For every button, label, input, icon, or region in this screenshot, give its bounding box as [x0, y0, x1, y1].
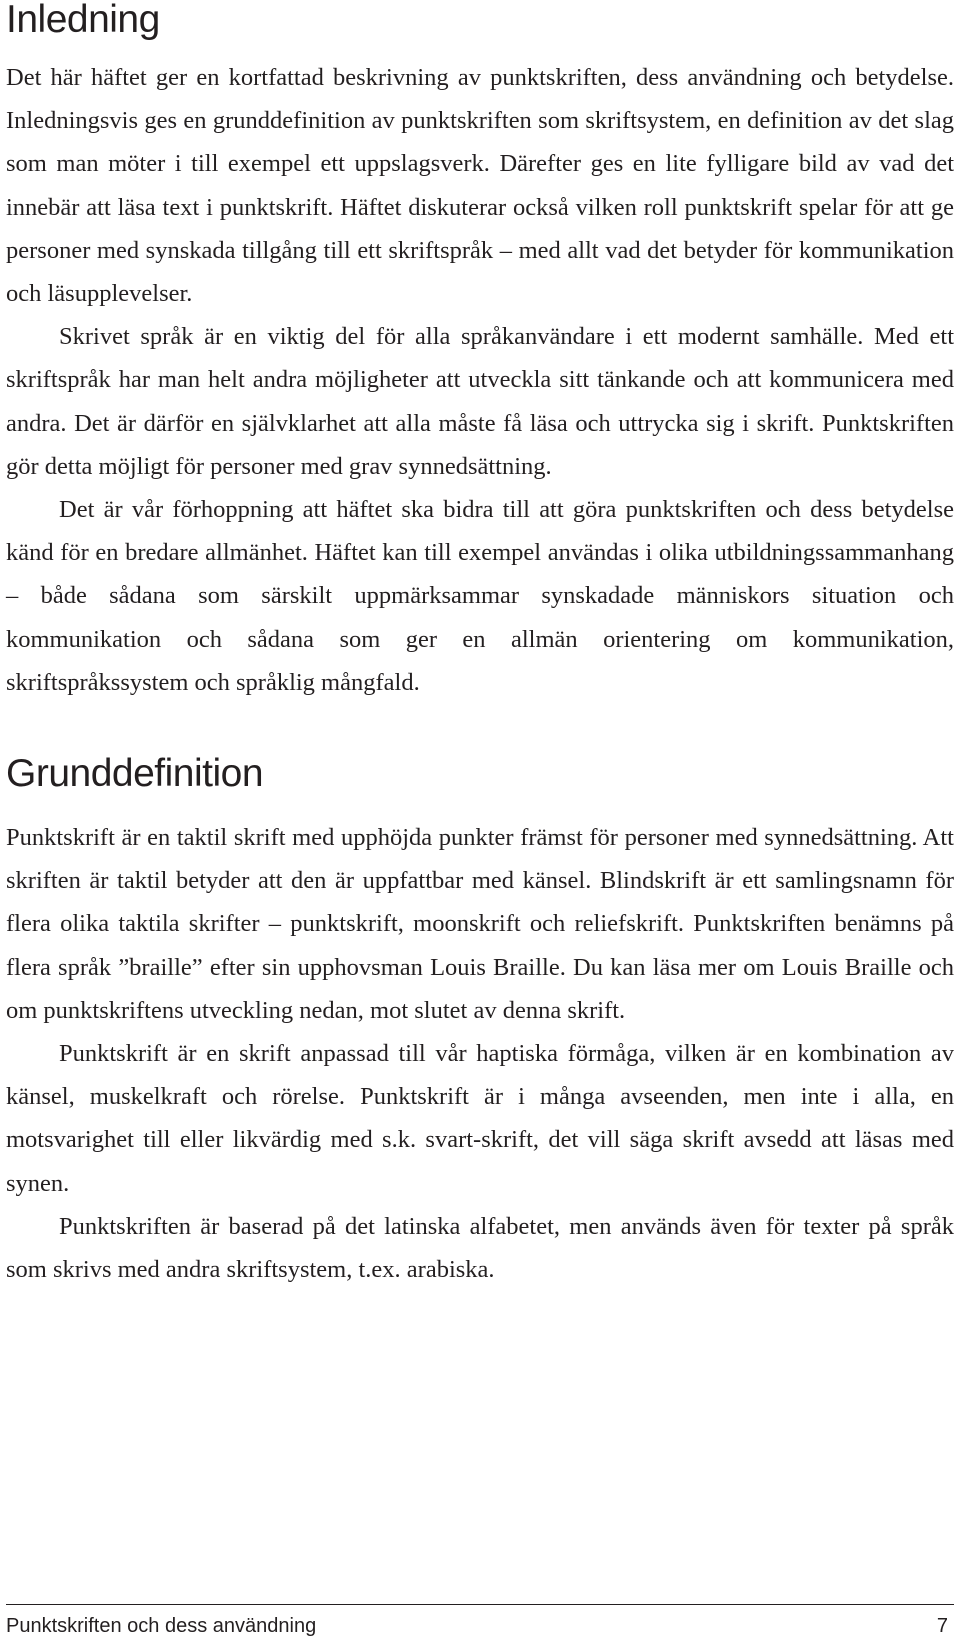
paragraph: Det här häftet ger en kortfattad beskrivning av punktskriften, dess användning och betydelse. Inledningsvis ges en grunddefinition av punktskriften som skriftsystem, en definition av det slag som man möter i till exempel ett uppslagsverk. Därefter ges en lite fylligare bild av vad det innebär att läsa text i punktskrift. Häftet diskuterar också vilken roll punktskrift spelar för att ge personer med synskada tillgång till ett skriftspråk – med allt vad det betyder för kommunikation och läsupplevelser. — [6, 64, 954, 308]
section-title: Grunddefinition — [6, 752, 264, 796]
section-title: Inledning — [6, 0, 160, 41]
footer-title: Punktskriften och dess användning — [6, 1615, 317, 1637]
paragraph: Punktskrift är en taktil skrift med upphöjda punkter främst för personer med synnedsättning. Att skriften är taktil betyder att den är uppfattbar med känsel. Blindskrift är ett samlingsnamn för flera olika taktila skrifter – punktskrift, moonskrift och reliefskrift. Punktskriften benämns på flera språk ”braille” efter sin upphovsman Louis Braille. Du kan läsa mer om Louis Braille och om punktskriftens utveckling nedan, mot slutet av denna skrift. — [6, 824, 954, 1024]
page-footer — [6, 1604, 954, 1645]
paragraph: Det är vår förhoppning att häftet ska bidra till att göra punktskriften och dess betydelse känd för en bredare allmänhet. Häftet kan till exempel användas i olika utbildningssammanhang – både sådana som särskilt uppmärksammar synskadade människors situation och kommunikation och sådana som ger en allmän orientering om kommunikation, skriftspråkssystem och språklig mångfald. — [6, 496, 954, 696]
page-number: 7 — [936, 1615, 948, 1637]
paragraph: Punktskriften är baserad på det latinska alfabetet, men används även för texter på språk som skrivs med andra skriftsystem, t.ex. arabiska. — [6, 1212, 954, 1284]
section-inledning — [6, 0, 954, 704]
page-content — [6, 0, 954, 1291]
section-grunddefinition — [6, 754, 954, 1291]
paragraph: Skrivet språk är en viktig del för alla språkanvändare i ett modernt samhälle. Med ett skriftspråk har man helt andra möjligheter att utveckla sitt tänkande och att kommunicera med andra. Det är därför en självklarhet att alla måste få läsa och uttrycka sig i skrift. Punktskriften gör detta möjligt för personer med grav synnedsättning. — [6, 323, 954, 480]
paragraph: Punktskrift är en skrift anpassad till vår haptiska förmåga, vilken är en kombination av känsel, muskelkraft och rörelse. Punktskrift är i många avseenden, men inte i alla, en motsvarighet till eller likvärdig med s.k. svart-skrift, det vill säga skrift avsedd att läsas med synen. — [6, 1040, 954, 1197]
